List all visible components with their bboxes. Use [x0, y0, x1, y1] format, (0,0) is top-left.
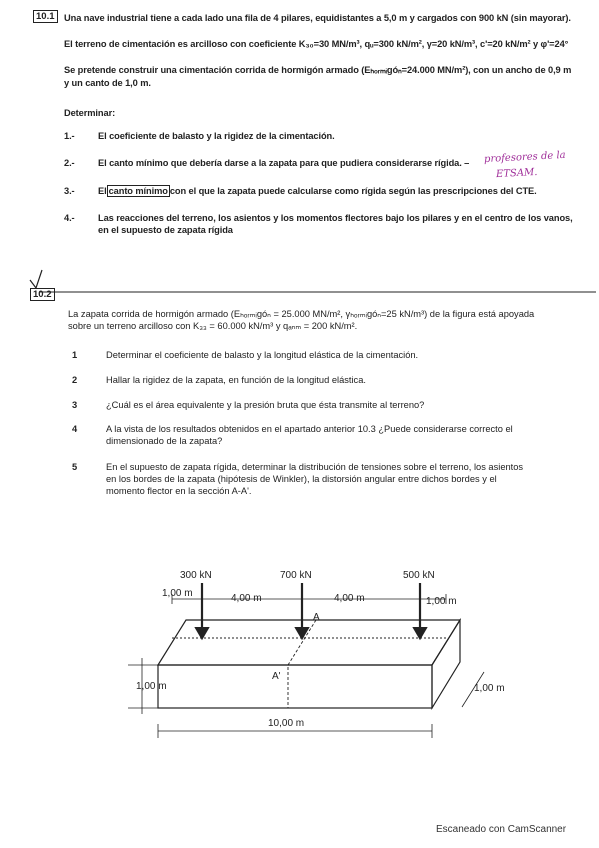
p2-item-4-line-2: dimensionado de la zapata? [106, 436, 223, 446]
dim-right-label: 1,00 m [426, 596, 457, 607]
foundation-goal-line-2: y un canto de 1,0 m. [64, 78, 151, 88]
p1-item-4-text-cont: en el supuesto de zapata rígida [98, 225, 233, 235]
p1-item-3-post: con el que la zapata puede calcularse como rígida según las prescripciones del CTE. [169, 186, 537, 196]
footing-top-face [158, 620, 460, 665]
section-a-prime-label: A' [272, 671, 281, 682]
problem-10-2-intro-2: sobre un terreno arcilloso con K₃₃ = 60.000 kN/m³ y qₐₙₘ = 200 kN/m². [68, 321, 358, 331]
handwritten-note-line-2: ETSAM. [495, 166, 538, 181]
foundation-goal-line-1: Se pretende construir una cimentación corrida de hormigón armado (Eₕₒᵣₘᵢɡóₙ=24.000 MN/m²), con un ancho de 0,9 m [64, 65, 572, 75]
determine-heading: Determinar: [64, 108, 116, 118]
scanner-footer: Escaneado con CamScanner [436, 824, 567, 835]
load-2-label: 700 kN [280, 570, 312, 581]
problem-10-1-intro: Una nave industrial tiene a cada lado una fila de 4 pilares, equidistantes a 5,0 m y cargados con 900 kN (sin mayorar). [64, 13, 571, 23]
p2-item-1-line-1: Determinar el coeficiente de balasto y la longitud elástica de la cimentación. [106, 350, 419, 360]
p2-item-5-line-1: En el supuesto de zapata rígida, determinar la distribución de tensiones sobre el terreno, los asientos [106, 462, 524, 472]
footing-front-face [158, 665, 432, 708]
p1-item-3-pre: El [98, 186, 107, 196]
p2-item-3-line-1: ¿Cuál es el área equivalente y la presión bruta que ésta transmite al terreno? [106, 400, 425, 410]
problem-10-2-intro-1: La zapata corrida de hormigón armado (Eₕₒᵣₘᵢɡóₙ = 25.000 MN/m², γₕₒᵣₘᵢɡóₙ=25 kN/m³) de la figura está apoyada [68, 309, 535, 319]
span-2-label: 4,00 m [334, 593, 365, 604]
p2-item-2-line-1: Hallar la rigidez de la zapata, en función de la longitud elástica. [106, 375, 366, 385]
p2-item-5-line-2: en los bordes de la zapata (hipótesis de Winkler), la distorsión angular entre dichos bordes y el [106, 474, 497, 484]
problem-10-1-label: 10.1 [33, 10, 58, 23]
soil-description: El terreno de cimentación es arcilloso con coeficiente K₃₀=30 MN/m³, qᵤ=300 kN/m², γ=20 kN/m³, c'=20 kN/m² y φ'=24° [64, 39, 569, 49]
load-3-label: 500 kN [403, 570, 435, 581]
p1-item-3-number: 3.- [64, 186, 75, 196]
p2-item-5-line-3: momento flector en la sección A-A'. [106, 486, 252, 496]
footing-figure [0, 555, 599, 745]
p1-item-4-number: 4.- [64, 213, 75, 223]
height-label: 1,00 m [136, 681, 167, 692]
p1-item-2-text: El canto mínimo que debería darse a la zapata para que pudiera considerarse rígida. – [98, 158, 470, 168]
load-1-label: 300 kN [180, 570, 212, 581]
p1-item-1-number: 1.- [64, 131, 75, 141]
p1-item-1-text: El coeficiente de balasto y la rigidez de la cimentación. [98, 131, 335, 141]
p1-item-4-text: Las reacciones del terreno, los asientos y los momentos flectores bajo los pilares y en el centro de los vanos, [98, 213, 573, 223]
length-label: 10,00 m [268, 718, 305, 729]
p2-item-4-number: 4 [72, 424, 78, 434]
p1-item-3-boxed: canto mínimo [108, 186, 168, 196]
p2-item-5-number: 5 [72, 462, 78, 472]
p2-item-1-number: 1 [72, 350, 78, 360]
problem-10-2-label: 10.2 [30, 288, 55, 301]
span-1-label: 4,00 m [231, 593, 262, 604]
p1-item-3-text [98, 186, 537, 197]
width-label: 1,00 m [474, 683, 505, 694]
footing-side-face [432, 620, 460, 708]
p1-item-2-number: 2.- [64, 158, 75, 168]
dim-left-label: 1,00 m [162, 588, 193, 599]
handwritten-note-line-1: profesores de la [483, 149, 566, 166]
check-mark-icon [30, 270, 42, 288]
p2-item-3-number: 3 [72, 400, 78, 410]
p2-item-4-line-1: A la vista de los resultados obtenidos en el apartado anterior 10.3 ¿Puede considerarse correcto el [106, 424, 513, 434]
section-a-label: A [313, 612, 320, 623]
section-separator [0, 262, 599, 310]
p2-item-2-number: 2 [72, 375, 78, 385]
